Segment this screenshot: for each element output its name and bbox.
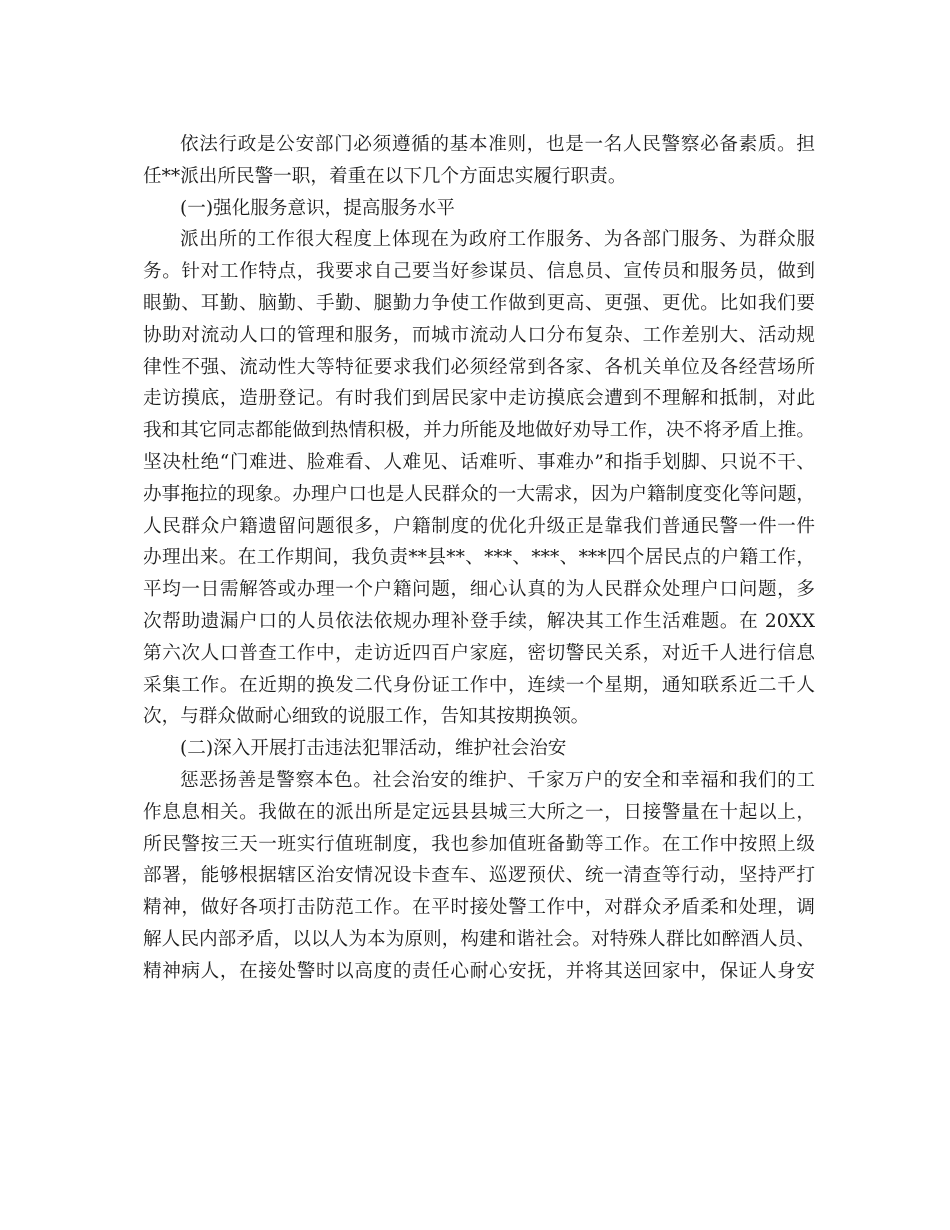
- paragraph-line: 眼勤、耳勤、脑勤、手勤、腿勤力争使工作做到更高、更强、更优。比如我们要: [143, 292, 815, 314]
- paragraph-line: 走访摸底，造册登记。有时我们到居民家中走访摸底会遭到不理解和抵制，对此: [143, 388, 815, 410]
- paragraph-line: 务。针对工作特点，我要求自己要当好参谋员、信息员、宣传员和服务员，做到: [143, 261, 815, 283]
- paragraph-line: 作息息相关。我做在的派出所是定远县县城三大所之一，日接警量在十起以上，: [143, 801, 815, 823]
- paragraph-line: 坚决杜绝“门难进、脸难看、人难见、话难听、事难办”和指手划脚、只说不干、: [143, 451, 815, 473]
- paragraph-line: 平均一日需解答或办理一个户籍问题，细心认真的为人民群众处理户口问题，多: [143, 579, 815, 601]
- paragraph-line: 精神病人，在接处警时以高度的责任心耐心安抚，并将其送回家中，保证人身安: [143, 960, 815, 982]
- paragraph-first-line: (二)深入开展打击违法犯罪活动，维护社会治安: [180, 738, 567, 760]
- paragraph-line: 律性不强、流动性大等特征要求我们必须经常到各家、各机关单位及各经营场所: [143, 356, 815, 378]
- paragraph-line: 所民警按三天一班实行值班制度，我也参加值班备勤等工作。在工作中按照上级: [143, 833, 815, 855]
- paragraph-line: 采集工作。在近期的换发二代身份证工作中，连续一个星期，通知联系近二千人: [143, 674, 815, 696]
- document-body: [143, 129, 815, 988]
- paragraph-line: 解人民内部矛盾，以以人为本为原则，构建和谐社会。对特殊人群比如醉酒人员、: [143, 928, 815, 950]
- paragraph-line: 第六次人口普查工作中，走访近四百户家庭，密切警民关系，对近千人进行信息: [143, 642, 815, 664]
- paragraph-line: 我和其它同志都能做到热情积极，并力所能及地做好劝导工作，决不将矛盾上推。: [143, 420, 815, 442]
- paragraph-line: 人民群众户籍遗留问题很多，户籍制度的优化升级正是靠我们普通民警一件一件: [143, 515, 815, 537]
- paragraph-line: 办事拖拉的现象。办理户口也是人民群众的一大需求，因为户籍制度变化等问题，: [143, 483, 815, 505]
- paragraph-line: 协助对流动人口的管理和服务，而城市流动人口分布复杂、工作差别大、活动规: [143, 324, 815, 346]
- paragraph-line: 部署，能够根据辖区治安情况设卡查车、巡逻预伏、统一清查等行动，坚持严打: [143, 865, 815, 887]
- paragraph-first-line: (一)强化服务意识，提高服务水平: [180, 197, 455, 219]
- paragraph-first-line: 惩恶扬善是警察本色。社会治安的维护、千家万户的安全和幸福和我们的工: [180, 769, 815, 791]
- paragraph-first-line: 依法行政是公安部门必须遵循的基本准则，也是一名人民警察必备素质。担: [180, 134, 815, 155]
- paragraph-line: 次帮助遗漏户口的人员依法依规办理补登手续，解决其工作生活难题。在 20XX: [143, 610, 815, 632]
- paragraph-first-line: 派出所的工作很大程度上体现在为政府工作服务、为各部门服务、为群众服: [180, 229, 815, 251]
- paragraph-line: 精神，做好各项打击防范工作。在平时接处警工作中，对群众矛盾柔和处理，调: [143, 897, 815, 919]
- paragraph-line: 次，与群众做耐心细致的说服工作，告知其按期换领。: [143, 706, 590, 728]
- paragraph-line: 办理出来。在工作期间，我负责**县**、***、***、***四个居民点的户籍工作，: [143, 547, 815, 569]
- paragraph-line: 任**派出所民警一职，着重在以下几个方面忠实履行职责。: [143, 165, 627, 187]
